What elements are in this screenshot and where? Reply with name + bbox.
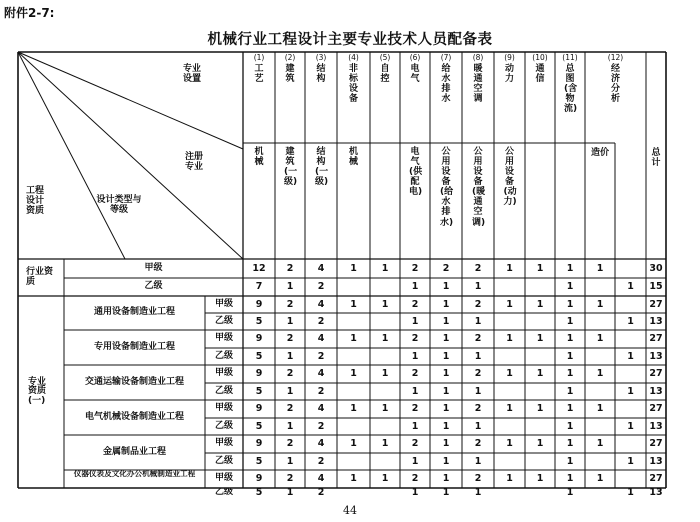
table-cell: 13: [649, 350, 663, 362]
table-cell: 9: [255, 473, 263, 485]
table-cell: [494, 418, 525, 435]
table-cell: 2: [317, 488, 325, 498]
table-cell: [337, 418, 370, 435]
table-cell: 1: [286, 420, 294, 432]
table-cell: 1: [566, 403, 574, 415]
table-title: 机械行业工程设计主要专业技术人员配备表: [207, 32, 493, 48]
table-cell: [585, 278, 615, 296]
table-cell: [615, 296, 646, 313]
table-cell: 13: [649, 385, 663, 397]
table-cell: 1: [381, 438, 389, 450]
table-cell: 1: [411, 420, 419, 432]
table-cell: 1: [627, 385, 634, 397]
table-cell: 2: [474, 298, 482, 310]
corner-qualification: 工程设计资质: [25, 186, 44, 217]
table-cell: 1: [506, 262, 513, 274]
table-cell: [615, 400, 646, 418]
table-cell: 1: [627, 488, 634, 498]
corner-design-type-grade: 设计类型与等级: [96, 195, 142, 216]
column-number: (5): [379, 53, 391, 62]
table-cell: 1: [566, 350, 574, 362]
table-cell: 1: [411, 488, 419, 498]
column-major-label: 结构: [316, 64, 326, 85]
table-cell: [494, 278, 525, 296]
table-cell: 1: [506, 438, 513, 450]
table-cell: 1: [596, 333, 604, 345]
column-registered-label: 结构(一级): [315, 147, 329, 188]
table-cell: 13: [649, 488, 663, 498]
table-cell: 5: [255, 420, 263, 432]
table-cell: 27: [649, 368, 663, 380]
table-cell: 1: [536, 438, 544, 450]
table-cell: 1: [474, 455, 482, 467]
table-cell: 1: [381, 333, 389, 345]
column-major-label: 暖通空调: [473, 64, 483, 105]
table-cell: 1: [506, 368, 513, 380]
table-cell: 2: [317, 455, 325, 467]
table-cell: 1: [566, 298, 574, 310]
table-cell: 5: [255, 385, 263, 397]
table-cell: 1: [286, 350, 294, 362]
table-cell: 1: [350, 368, 357, 380]
table-cell: 13: [649, 455, 663, 467]
column-registered-label: 机械: [348, 147, 358, 168]
table-cell: 2: [286, 403, 294, 415]
table-cell: 2: [317, 385, 325, 397]
grade-label: 甲级: [214, 333, 233, 344]
table-cell: 1: [442, 473, 450, 485]
table-cell: 1: [566, 420, 574, 432]
table-cell: [615, 365, 646, 383]
table-cell: 27: [649, 403, 663, 415]
column-sub-registered-label: 造价: [590, 148, 609, 158]
table-cell: 30: [649, 262, 663, 274]
grade-label: 甲级: [214, 368, 233, 379]
table-cell: 1: [442, 350, 450, 362]
table-cell: 2: [411, 438, 419, 450]
diagonal-line: [18, 52, 243, 149]
table-cell: 4: [317, 368, 325, 380]
table-cell: 1: [474, 385, 482, 397]
table-cell: 1: [350, 438, 357, 450]
column-registered-label: 机械: [254, 147, 264, 168]
table-cell: 1: [286, 281, 294, 293]
table-cell: 1: [596, 473, 604, 485]
table-cell: 15: [649, 281, 663, 293]
table-cell: 2: [317, 350, 325, 362]
table-cell: 1: [381, 368, 389, 380]
column-number: (8): [472, 53, 484, 62]
column-number: (9): [504, 53, 515, 62]
table-cell: [337, 383, 370, 400]
table-cell: 1: [566, 455, 574, 467]
table-cell: 4: [317, 262, 325, 274]
table-cell: [494, 453, 525, 470]
table-cell: 1: [442, 281, 450, 293]
table-cell: 27: [649, 438, 663, 450]
table-cell: 1: [627, 350, 634, 362]
column-number: (4): [348, 53, 359, 62]
table-cell: 7: [255, 281, 263, 293]
table-cell: 2: [474, 333, 482, 345]
table-cell: [585, 348, 615, 365]
table-cell: 1: [442, 403, 450, 415]
specialty-group-name: 金属制品业工程: [102, 446, 166, 457]
table-cell: 1: [474, 281, 482, 293]
grade-label: 乙级: [214, 420, 233, 431]
table-cell: [615, 259, 646, 278]
table-cell: 1: [506, 298, 513, 310]
table-cell: 27: [649, 298, 663, 310]
table-cell: 1: [381, 298, 389, 310]
table-cell: 1: [411, 281, 419, 293]
column-number: (7): [440, 53, 452, 62]
column-number: (3): [315, 53, 327, 62]
table-cell: 1: [536, 333, 544, 345]
table-cell: 1: [506, 333, 513, 345]
table-cell: 2: [442, 262, 450, 274]
table-cell: 2: [474, 368, 482, 380]
table-cell: [585, 313, 615, 330]
table-cell: 1: [596, 438, 604, 450]
table-cell: 4: [317, 438, 325, 450]
table-cell: 1: [442, 315, 450, 327]
grade-label: 甲级: [214, 403, 233, 414]
table-cell: 2: [474, 262, 482, 274]
table-cell: 1: [474, 315, 482, 327]
table-cell: 1: [442, 488, 450, 498]
specialty-group-name: 仪器仪表及文化办公机械制造业工程: [73, 470, 196, 478]
table-cell: [337, 348, 370, 365]
table-cell: 2: [474, 438, 482, 450]
table-cell: 1: [566, 438, 574, 450]
table-cell: 1: [286, 455, 294, 467]
table-cell: 2: [474, 473, 482, 485]
table-cell: 1: [442, 420, 450, 432]
table-cell: 1: [286, 385, 294, 397]
grade-label: 乙级: [144, 281, 163, 292]
table-cell: 1: [566, 262, 574, 274]
table-cell: 9: [255, 333, 263, 345]
table-cell: 1: [411, 385, 419, 397]
table-cell: 5: [255, 315, 263, 327]
table-cell: 2: [286, 262, 294, 274]
table-cell: [337, 453, 370, 470]
column-major-label: 通信: [535, 64, 545, 85]
table-cell: 9: [255, 368, 263, 380]
table-cell: 2: [286, 333, 294, 345]
table-cell: 1: [536, 403, 544, 415]
table-cell: [615, 435, 646, 453]
specialty-group-name: 通用设备制造业工程: [93, 307, 175, 318]
table-cell: [525, 383, 555, 400]
table-cell: 2: [411, 403, 419, 415]
column-number: (1): [253, 53, 265, 62]
table-cell: [370, 383, 400, 400]
table-cell: 9: [255, 438, 263, 450]
table-cell: 1: [536, 473, 544, 485]
table-cell: 1: [442, 333, 450, 345]
table-cell: 1: [506, 473, 513, 485]
table-cell: 1: [566, 473, 574, 485]
column-number: (11): [562, 53, 578, 62]
table-cell: [370, 418, 400, 435]
grade-label: 乙级: [214, 455, 233, 466]
specialty-qualification-label: 专业资质(一): [28, 376, 47, 406]
column-registered-label: 建筑(一级): [284, 147, 298, 188]
grade-label: 甲级: [214, 298, 233, 309]
column-major-label: 建筑: [285, 64, 295, 85]
table-cell: 1: [442, 438, 450, 450]
corner-registered-major: 注册专业: [184, 152, 203, 173]
table-cell: 5: [255, 455, 263, 467]
corner-major-setting: 专业设置: [182, 64, 201, 85]
table-cell: 1: [536, 298, 544, 310]
table-cell: 1: [442, 298, 450, 310]
table-cell: 12: [252, 262, 266, 274]
table-cell: 9: [255, 298, 263, 310]
table-cell: 1: [286, 488, 294, 498]
table-cell: [525, 278, 555, 296]
table-cell: [370, 453, 400, 470]
table-cell: 4: [317, 473, 325, 485]
table-cell: 2: [411, 473, 419, 485]
table-cell: 1: [627, 455, 634, 467]
table-cell: [494, 348, 525, 365]
column-major-label: 电气: [410, 64, 420, 85]
grade-label: 乙级: [214, 488, 233, 497]
column-number: (6): [409, 53, 421, 62]
table-cell: 1: [566, 315, 574, 327]
table-cell: 2: [411, 298, 419, 310]
table-cell: 1: [627, 420, 634, 432]
table-cell: 4: [317, 298, 325, 310]
table-cell: 4: [317, 333, 325, 345]
table-cell: 1: [350, 262, 357, 274]
table-cell: 1: [442, 455, 450, 467]
grade-label: 乙级: [214, 315, 233, 326]
column-major-label: 动力: [504, 64, 514, 85]
table-cell: 1: [381, 473, 389, 485]
table-cell: 1: [596, 298, 604, 310]
table-cell: 13: [649, 420, 663, 432]
table-cell: 9: [255, 403, 263, 415]
table-cell: [615, 330, 646, 348]
grade-label: 甲级: [214, 438, 233, 449]
table-cell: 1: [350, 298, 357, 310]
table-cell: [337, 313, 370, 330]
table-cell: 2: [286, 298, 294, 310]
specialty-group-name: 电气机械设备制造业工程: [84, 411, 184, 422]
table-cell: 2: [411, 333, 419, 345]
table-cell: 2: [411, 262, 419, 274]
table-cell: 1: [627, 315, 634, 327]
table-cell: [370, 278, 400, 296]
table-cell: 1: [566, 281, 574, 293]
table-cell: 27: [649, 333, 663, 345]
table-cell: 1: [566, 333, 574, 345]
column-major-label: 经济分析: [610, 64, 620, 105]
table-cell: 1: [536, 368, 544, 380]
column-number: (10): [532, 53, 548, 62]
column-major-label: 总图(含物流): [564, 64, 578, 115]
table-cell: [494, 383, 525, 400]
table-cell: 2: [286, 368, 294, 380]
table-cell: 2: [286, 473, 294, 485]
grade-label: 甲级: [144, 262, 163, 273]
table-cell: 2: [411, 368, 419, 380]
column-major-label: 工艺: [254, 64, 264, 85]
table-cell: 13: [649, 315, 663, 327]
table-cell: 1: [350, 333, 357, 345]
table-cell: 1: [442, 368, 450, 380]
table-cell: [585, 418, 615, 435]
total-column-header: 总计: [651, 148, 661, 169]
table-cell: [370, 348, 400, 365]
specialty-group-name: 交通运输设备制造业工程: [84, 376, 184, 387]
table-cell: 1: [596, 368, 604, 380]
table-cell: [370, 313, 400, 330]
table-cell: [494, 313, 525, 330]
table-cell: 5: [255, 350, 263, 362]
table-cell: 1: [627, 281, 634, 293]
table-cell: 1: [350, 403, 357, 415]
table-cell: 1: [536, 262, 544, 274]
table-cell: 2: [474, 403, 482, 415]
column-number: (12): [607, 53, 624, 62]
column-registered-label: 公用设备(暖通空调): [472, 147, 486, 228]
column-major-label: 给水排水: [441, 64, 451, 105]
column-registered-label: 公用设备(给水排水): [440, 147, 454, 228]
table-cell: 1: [381, 262, 389, 274]
table-cell: 27: [649, 473, 663, 485]
table-cell: 1: [596, 403, 604, 415]
industry-qualification-label: 行业资质: [26, 267, 54, 287]
grade-label: 甲级: [214, 473, 233, 484]
table-cell: 1: [596, 262, 604, 274]
column-number: (2): [284, 53, 296, 62]
specialty-group-name: 专用设备制造业工程: [93, 341, 175, 352]
table-cell: [525, 418, 555, 435]
table-cell: [585, 453, 615, 470]
diagonal-line: [18, 52, 243, 259]
column-registered-label: 电气(供配电): [409, 147, 423, 198]
grade-label: 乙级: [214, 350, 233, 361]
table-cell: 5: [255, 488, 263, 498]
table-cell: 1: [474, 420, 482, 432]
table-cell: 1: [566, 385, 574, 397]
page-number: 44: [343, 504, 357, 517]
table-cell: 1: [286, 315, 294, 327]
grade-label: 乙级: [214, 385, 233, 396]
table-cell: 1: [350, 473, 357, 485]
table-cell: [585, 383, 615, 400]
diagonal-line: [18, 52, 125, 259]
table-cell: 1: [474, 488, 482, 498]
table-cell: 1: [411, 455, 419, 467]
table-cell: 1: [381, 403, 389, 415]
table-cell: 1: [506, 403, 513, 415]
table-cell: 1: [566, 368, 574, 380]
table-cell: 1: [442, 385, 450, 397]
table-cell: 2: [317, 315, 325, 327]
column-registered-label: 公用设备(动力): [503, 147, 517, 208]
table-cell: [337, 278, 370, 296]
annex-label: 附件2-7:: [4, 6, 55, 20]
table-cell: [615, 470, 646, 488]
table-cell: 1: [474, 350, 482, 362]
table-cell: 1: [411, 315, 419, 327]
table-cell: 1: [411, 350, 419, 362]
table-cell: [525, 348, 555, 365]
table-cell: 2: [286, 438, 294, 450]
table-cell: [525, 313, 555, 330]
table-cell: 2: [317, 281, 325, 293]
table-cell: 4: [317, 403, 325, 415]
table-cell: 1: [566, 488, 574, 498]
column-major-label: 非标设备: [348, 64, 358, 105]
table-cell: 2: [317, 420, 325, 432]
table-cell: [525, 453, 555, 470]
column-major-label: 自控: [380, 64, 390, 85]
